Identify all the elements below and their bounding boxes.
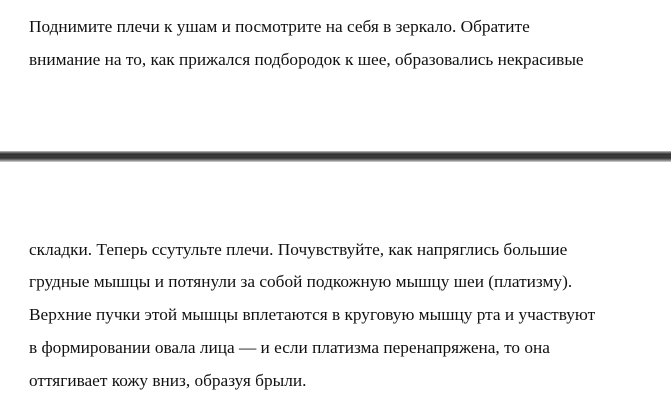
text-line: грудные мышцы и потянули за собой подкожную мышцу шеи (платизму). (29, 272, 573, 291)
text-line: складки. Теперь ссутульте плечи. Почувствуйте, как напряглись большие (29, 240, 568, 259)
page-top-fragment (0, 0, 671, 151)
text-line: Верхние пучки этой мышцы вплетаются в круговую мышцу рта и участвуют (29, 305, 596, 324)
text-line: Поднимите плечи к ушам и посмотрите на себя в зеркало. Обратите (29, 17, 530, 36)
page-bottom-fragment (0, 162, 671, 419)
text-line: внимание на то, как прижался подбородок к шее, образовались некрасивые (29, 50, 584, 69)
text-line: оттягивает кожу вниз, образуя брыли. (29, 371, 307, 390)
text-line: в формировании овала лица — и если платизма перенапряжена, то она (29, 338, 550, 357)
page-separator (0, 151, 671, 162)
